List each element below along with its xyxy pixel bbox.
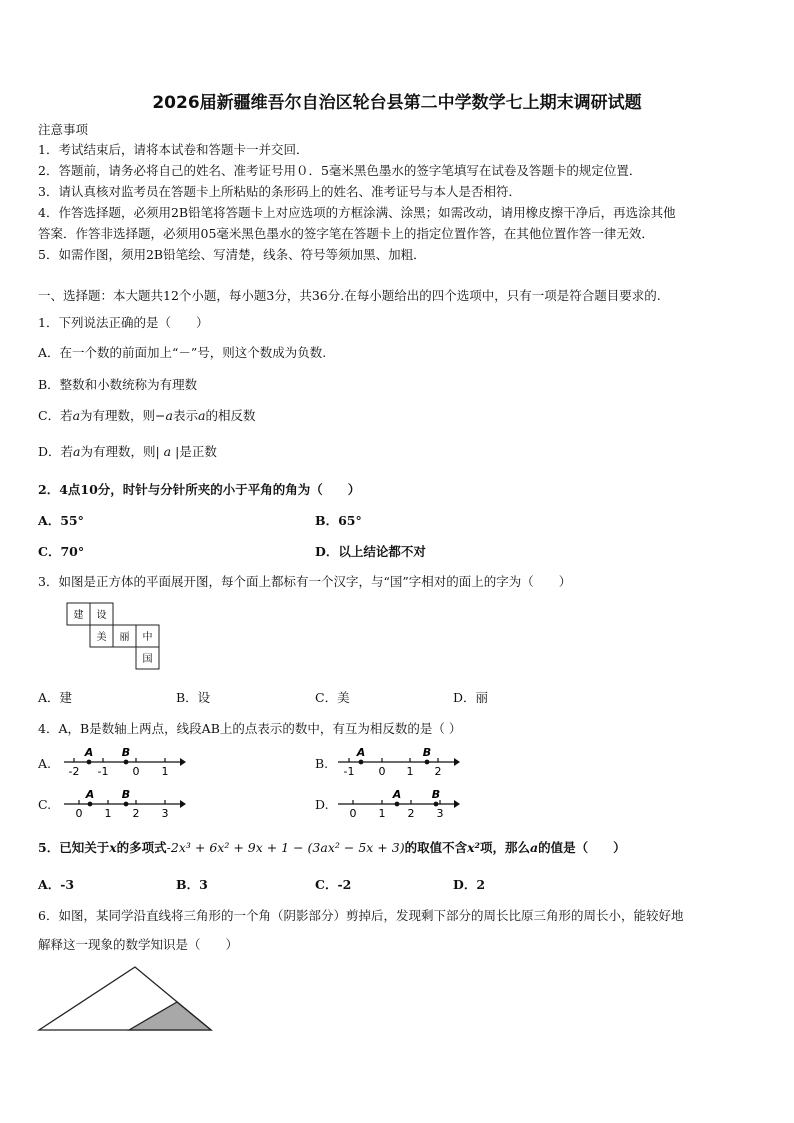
question-4-option-d: D.	[315, 797, 329, 812]
tick-label: -1	[343, 765, 355, 778]
tick-label: 1	[104, 807, 112, 820]
question-5-option-a: A．-3	[38, 877, 75, 892]
cube-net-figure	[66, 602, 166, 674]
cube-net-cell: 国	[142, 654, 153, 665]
question-4-option-c: C.	[38, 797, 52, 812]
cube-net-cell: 中	[142, 632, 153, 643]
question-5-stem: 5．已知关于x的多项式-2x³ + 6x² + 9x + 1 − (3ax² − 5x + 3)的取值不含x²项，那么a的值是（ ）	[38, 840, 626, 855]
point-b-label: B	[431, 788, 441, 801]
tick-label: 2	[434, 765, 442, 778]
number-line-c	[62, 784, 187, 820]
tick-label: -2	[68, 765, 80, 778]
tick-label: 1	[406, 765, 414, 778]
tick-label: 2	[407, 807, 415, 820]
notice-item: 3．请认真核对监考员在答题卡上所粘贴的条形码上的姓名、准考证号与本人是否相符．	[38, 184, 521, 199]
question-3-option-d: D．丽	[453, 690, 489, 705]
question-5-option-c: C．-2	[315, 877, 352, 892]
question-2-option-b: B．65°	[315, 513, 362, 528]
notice-heading: 注意事项	[38, 122, 89, 137]
question-2-option-c: C．70°	[38, 544, 85, 559]
tick-label: 0	[75, 807, 83, 820]
number-line-b	[336, 742, 461, 778]
point-b-label: B	[121, 746, 131, 759]
question-1-option-c: C．若a为有理数，则−a表示a的相反数	[38, 408, 256, 423]
question-3-option-c: C．美	[315, 690, 350, 705]
question-3-stem: 3．如图是正方体的平面展开图，每个面上都标有一个汉字，与“国”字相对的面上的字为（ ）	[38, 574, 572, 589]
notice-item: 答案．作答非选择题，必须用05毫米黑色墨水的签字笔在答题卡上的指定位置作答，在其他位置作答一律无效．	[38, 226, 654, 241]
cube-net-cell: 建	[73, 610, 84, 621]
question-3-option-b: B．设	[176, 690, 211, 705]
tick-label: 3	[436, 807, 444, 820]
question-1-option-d: D．若a为有理数，则| a |是正数	[38, 444, 217, 459]
tick-label: 3	[161, 807, 169, 820]
tick-label: -1	[97, 765, 109, 778]
point-b-label: B	[422, 746, 432, 759]
cube-net-cell: 设	[96, 610, 107, 621]
question-1-stem: 1．下列说法正确的是（ ）	[38, 315, 209, 330]
notice-item: 1．考试结束后，请将本试卷和答题卡一并交回．	[38, 142, 309, 157]
question-2-option-a: A．55°	[38, 513, 84, 528]
point-a-label: A	[84, 746, 94, 759]
polynomial-expression: -2x³ + 6x² + 9x + 1 − (3ax² − 5x + 3)	[166, 840, 405, 855]
question-5-option-b: B．3	[176, 877, 208, 892]
tick-label: 0	[349, 807, 357, 820]
question-3-option-a: A．建	[38, 690, 73, 705]
notice-item: 5．如需作图，须用2B铅笔绘、写清楚，线条、符号等须加黑、加粗．	[38, 247, 426, 262]
point-a-label: A	[392, 788, 402, 801]
point-b-label: B	[121, 788, 131, 801]
tick-label: 1	[161, 765, 169, 778]
tick-label: 1	[378, 807, 386, 820]
point-a-label: A	[356, 746, 366, 759]
question-2-stem: 2．4点10分，时针与分针所夹的小于平角的角为（ ）	[38, 482, 361, 497]
number-line-a	[62, 742, 187, 778]
number-line-d	[336, 784, 461, 820]
tick-label: 0	[378, 765, 386, 778]
cube-net-cell: 美	[96, 632, 107, 643]
page-title: 2026届新疆维吾尔自治区轮台县第二中学数学七上期末调研试题	[152, 93, 642, 113]
section-heading: 一、选择题：本大题共12个小题，每小题3分，共36分.在每小题给出的四个选项中，只有一项是符合题目要求的.	[38, 288, 661, 303]
tick-label: 2	[132, 807, 140, 820]
question-6-stem-cont: 解释这一现象的数学知识是（ ）	[38, 937, 239, 952]
question-4-option-b: B.	[315, 756, 329, 771]
question-5-option-d: D．2	[453, 877, 486, 892]
question-1-option-b: B．整数和小数统称为有理数	[38, 377, 198, 392]
notice-item: 2．答题前，请务必将自己的姓名、准考证号用０．5毫米黑色墨水的签字笔填写在试卷及答题卡的规定位置．	[38, 163, 642, 178]
point-a-label: A	[85, 788, 95, 801]
question-4-stem: 4．A，B是数轴上两点，线段AB上的点表示的数中，有互为相反数的是（ ）	[38, 721, 462, 736]
tick-label: 0	[132, 765, 140, 778]
question-1-option-a: A．在一个数的前面加上“－”号，则这个数成为负数.	[38, 345, 327, 360]
cube-net-cell: 丽	[119, 632, 130, 643]
cut-triangle-figure	[36, 963, 216, 1035]
question-2-option-d: D．以上结论都不对	[315, 544, 426, 559]
notice-item: 4．作答选择题，必须用2B铅笔将答题卡上对应选项的方框涂满、涂黑；如需改动，请用橡皮擦干净后，再选涂其他	[38, 205, 676, 220]
question-6-stem: 6．如图，某同学沿直线将三角形的一个角（阴影部分）剪掉后，发现剩下部分的周长比原三角形的周长小，能较好地	[38, 908, 684, 923]
question-4-option-a: A.	[38, 756, 52, 771]
